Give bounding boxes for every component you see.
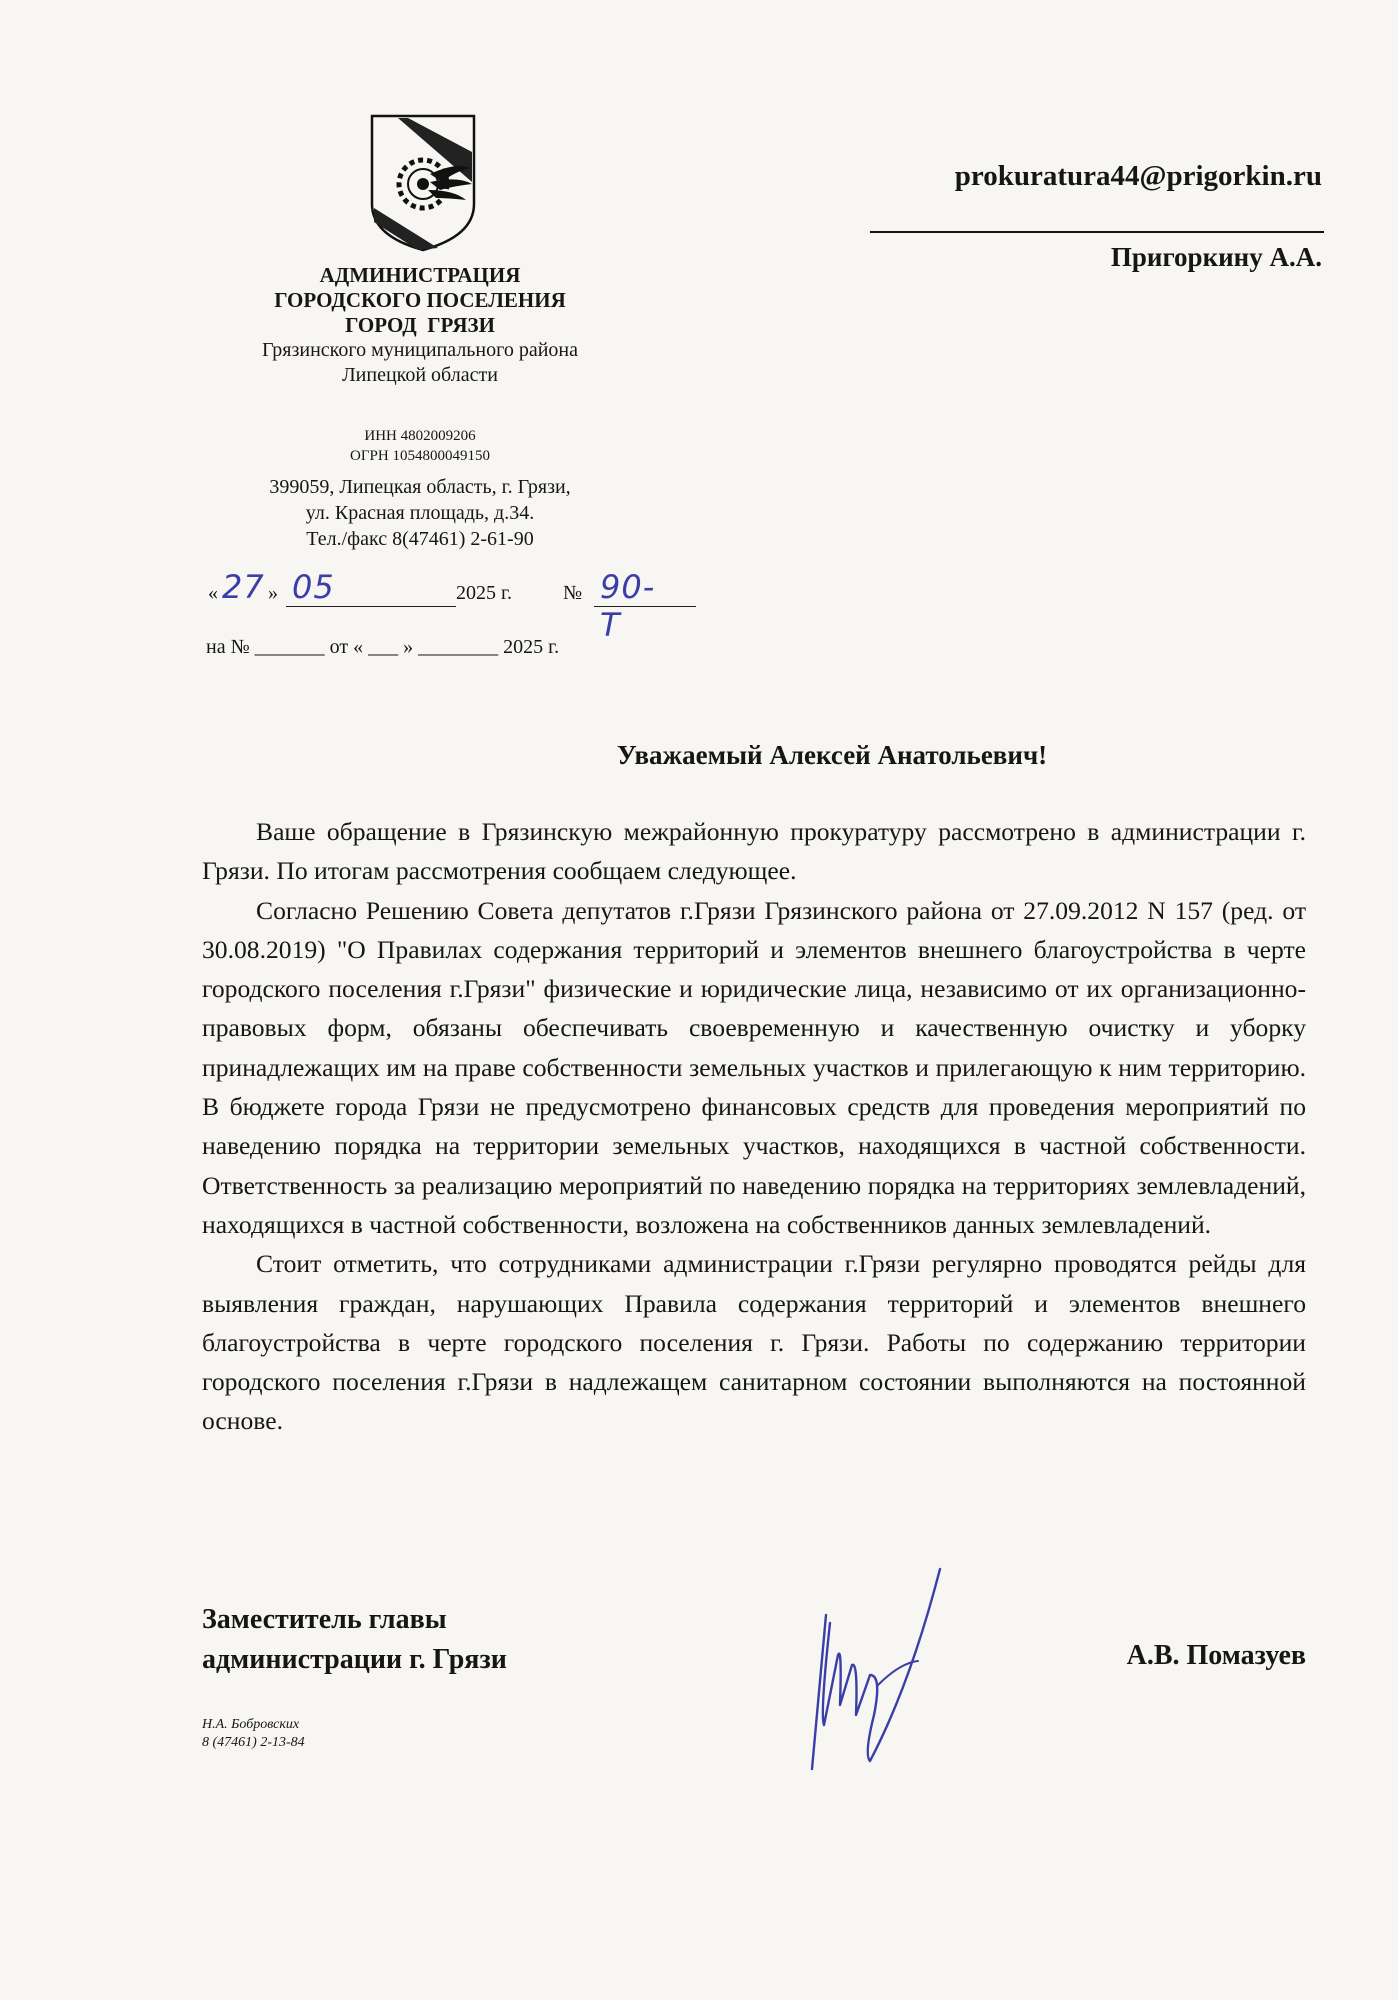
date-day-handwritten: 27 [222,568,265,606]
position-line-2: администрации г. Грязи [202,1644,507,1675]
signer-name: А.В. Помазуев [1126,1640,1306,1671]
executor-contact [202,1716,305,1752]
paragraph-1: Ваше обращение в Грязинскую межрайонную прокуратуру рассмотрено в администрации г. Грязи. По итогам рассмотрения сообщаем следующее. [202,817,1306,886]
position-line-1: Заместитель главы [202,1604,447,1635]
date-underline [286,606,456,607]
org-line-1: АДМИНИСТРАЦИЯ [319,263,521,287]
coat-of-arms-icon [368,112,478,254]
date-open-quote: « [208,582,218,604]
executor-name: Н.А. Бобровских [202,1717,300,1732]
district-line: Грязинского муниципального района [262,339,578,361]
recipient-email: prokuratura44@prigorkin.ru [954,160,1322,192]
recipient-divider [870,231,1324,233]
date-number-line [208,568,656,644]
address-line-2: ул. Красная площадь, д.34. [305,502,535,524]
paragraph-3: Стоит отметить, что сотрудниками администрации г.Грязи регулярно проводятся рейды для выявления граждан, нарушающих Правила содержания территорий и элементов внешнего благоустройства в черте городского поселения г. Грязи. Работы по содержанию территории городского поселения г.Грязи в надлежащем санитарном состоянии выполняются на постоянной основе. [202,1249,1306,1436]
address-line-1: 399059, Липецкая область, г. Грязи, [269,476,571,498]
outgoing-number-handwritten: 90-Т [600,568,656,644]
handwritten-signature-icon [790,1565,950,1775]
recipient-name: Пригоркину А.А. [1110,242,1322,272]
date-year: 2025 г. [456,582,512,604]
phone-fax: Тел./факс 8(47461) 2-61-90 [306,528,534,550]
number-underline [594,606,696,607]
org-line-3: ГОРОД ГРЯЗИ [345,313,495,337]
address-block [200,474,640,552]
ogrn: ОГРН 1054800049150 [350,448,490,464]
reference-line: на № _______ от « ___ » ________ 2025 г. [206,636,560,658]
inn: ИНН 4802009206 [364,428,476,444]
greeting: Уважаемый Алексей Анатольевич! [616,740,1048,770]
organization-block [200,263,640,388]
date-month-handwritten: 05 [292,568,335,606]
registration-ids [200,426,640,466]
letter-body [202,812,1306,1441]
signer-position [202,1600,507,1680]
date-close-quote: » [268,582,278,604]
org-line-2: ГОРОДСКОГО ПОСЕЛЕНИЯ [274,288,566,312]
executor-phone: 8 (47461) 2-13-84 [202,1735,305,1750]
region-line: Липецкой области [342,364,498,386]
paragraph-2: Согласно Решению Совета депутатов г.Грязи Грязинского района от 27.09.2012 N 157 (ред. от 30.08.2019) "О Правилах содержания территорий и элементов внешнего благоустройства в черте городского поселения г.Грязи" физические и юридические лица, независимо от их организационно-правовых форм, обязаны обеспечивать своевременную и качественную очистку и уборку принадлежащих им на праве собственности земельных участков и прилегающую к ним территорию. В бюджете города Грязи не предусмотрено финансовых средств для проведения мероприятий по наведению порядка на территории земельных участков, находящихся в частной собственности. Ответственность за реализацию мероприятий по наведению порядка на территориях землевладений, находящихся в частной собственности, возложена на собственников данных землевладений. [202,895,1306,1239]
number-prefix: № [563,582,583,604]
